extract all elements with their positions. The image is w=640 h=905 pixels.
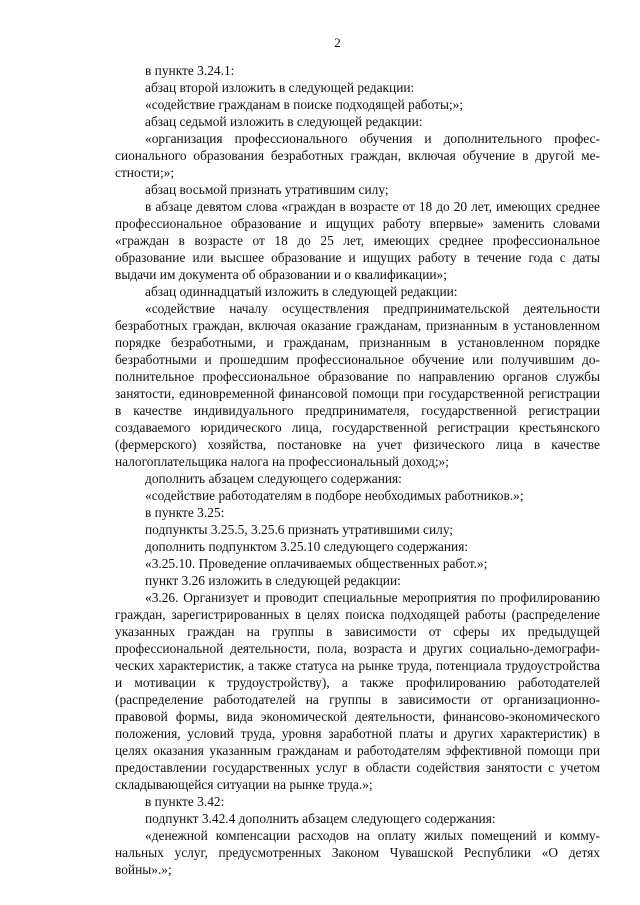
paragraph: «организация профессионального обучения и дополнительного профессионального образования безработных граждан, включая обучение в другой местности;»;: [115, 131, 600, 180]
paragraph: «содействие гражданам в поиске подходящей работы;»;: [145, 97, 464, 112]
paragraph: «3.26. Организует и проводит специальные мероприятия по профилированию граждан, зарегистрированных в целях поиска подходящей работы (распределение указанных граждан на группы в зависимости от сферы их предыдущей профессиональной деятельности, пола, возраста и других социально-демографических характеристик, а также статуса на рынке труда, потенциала трудоустройства и мотивации к трудоустройству), а также профилированию работодателей (распределение работодателей на группы в зависимости от организационно-правовой формы, вида экономической деятельности, финансово-экономического положения, условий труда, уровня заработной платы и других характеристик) в целях оказания указанным гражданам и работодателям эффективной помощи при предоставлении государственных услуг в области содействия занятости с учетом складывающейся ситуации на рынке труда.»;: [115, 590, 600, 792]
paragraph: в пункте 3.42:: [145, 794, 225, 809]
paragraph: абзац одиннадцатый изложить в следующей редакции:: [145, 284, 458, 299]
paragraph: в пункте 3.24.1:: [145, 63, 235, 78]
paragraph: дополнить подпунктом 3.25.10 следующего содержания:: [145, 539, 469, 554]
paragraph: в пункте 3.25:: [145, 505, 225, 520]
paragraph: абзац второй изложить в следующей редакции:: [145, 80, 415, 95]
paragraph: «содействие работодателям в подборе необходимых работников.»;: [145, 488, 524, 503]
paragraph: подпункт 3.42.4 дополнить абзацем следующего содержания:: [145, 811, 496, 826]
paragraph: «содействие началу осуществления предпринимательской деятельности безработных граждан, включая оказание гражданам, признанным в установленном порядке безработными, и гражданам, признанным в установленном порядке безработными и прошедшим профессиональное обучение или получившим дополнительное профессиональное образование по направлению органов службы занятости, единовременной финансовой помощи при государственной регистрации в качестве индивидуального предпринимателя, государственной регистрации создаваемого юридического лица, государственной регистрации крестьянского (фермерского) хозяйства, постановке на учет физического лица в качестве налогоплательщика налога на профессиональный доход;»;: [115, 301, 600, 469]
paragraph: дополнить абзацем следующего содержания:: [145, 471, 402, 486]
paragraph: «3.25.10. Проведение оплачиваемых общественных работ.»;: [145, 556, 488, 571]
paragraph: в абзаце девятом слова «граждан в возрасте от 18 до 20 лет, имеющих среднее профессиональное образование и ищущих работу впервые» заменить словами «граждан в возрасте от 18 до 25 лет, имеющих среднее профессиональное образование или высшее образование и ищущих работу в течение года с даты выдачи им документа об образовании и о квалификации»;: [115, 199, 600, 282]
paragraph: абзац восьмой признать утратившим силу;: [145, 182, 389, 197]
paragraph: абзац седьмой изложить в следующей редакции:: [145, 114, 423, 129]
page-number: 2: [334, 35, 341, 50]
paragraph: подпункты 3.25.5, 3.25.6 признать утратившими силу;: [145, 522, 454, 537]
paragraph: пункт 3.26 изложить в следующей редакции:: [145, 573, 401, 588]
paragraph: «денежной компенсации расходов на оплату жилых помещений и коммунальных услуг, предусмотренных Законом Чувашской Республики «О детях войны».»;: [115, 828, 600, 877]
